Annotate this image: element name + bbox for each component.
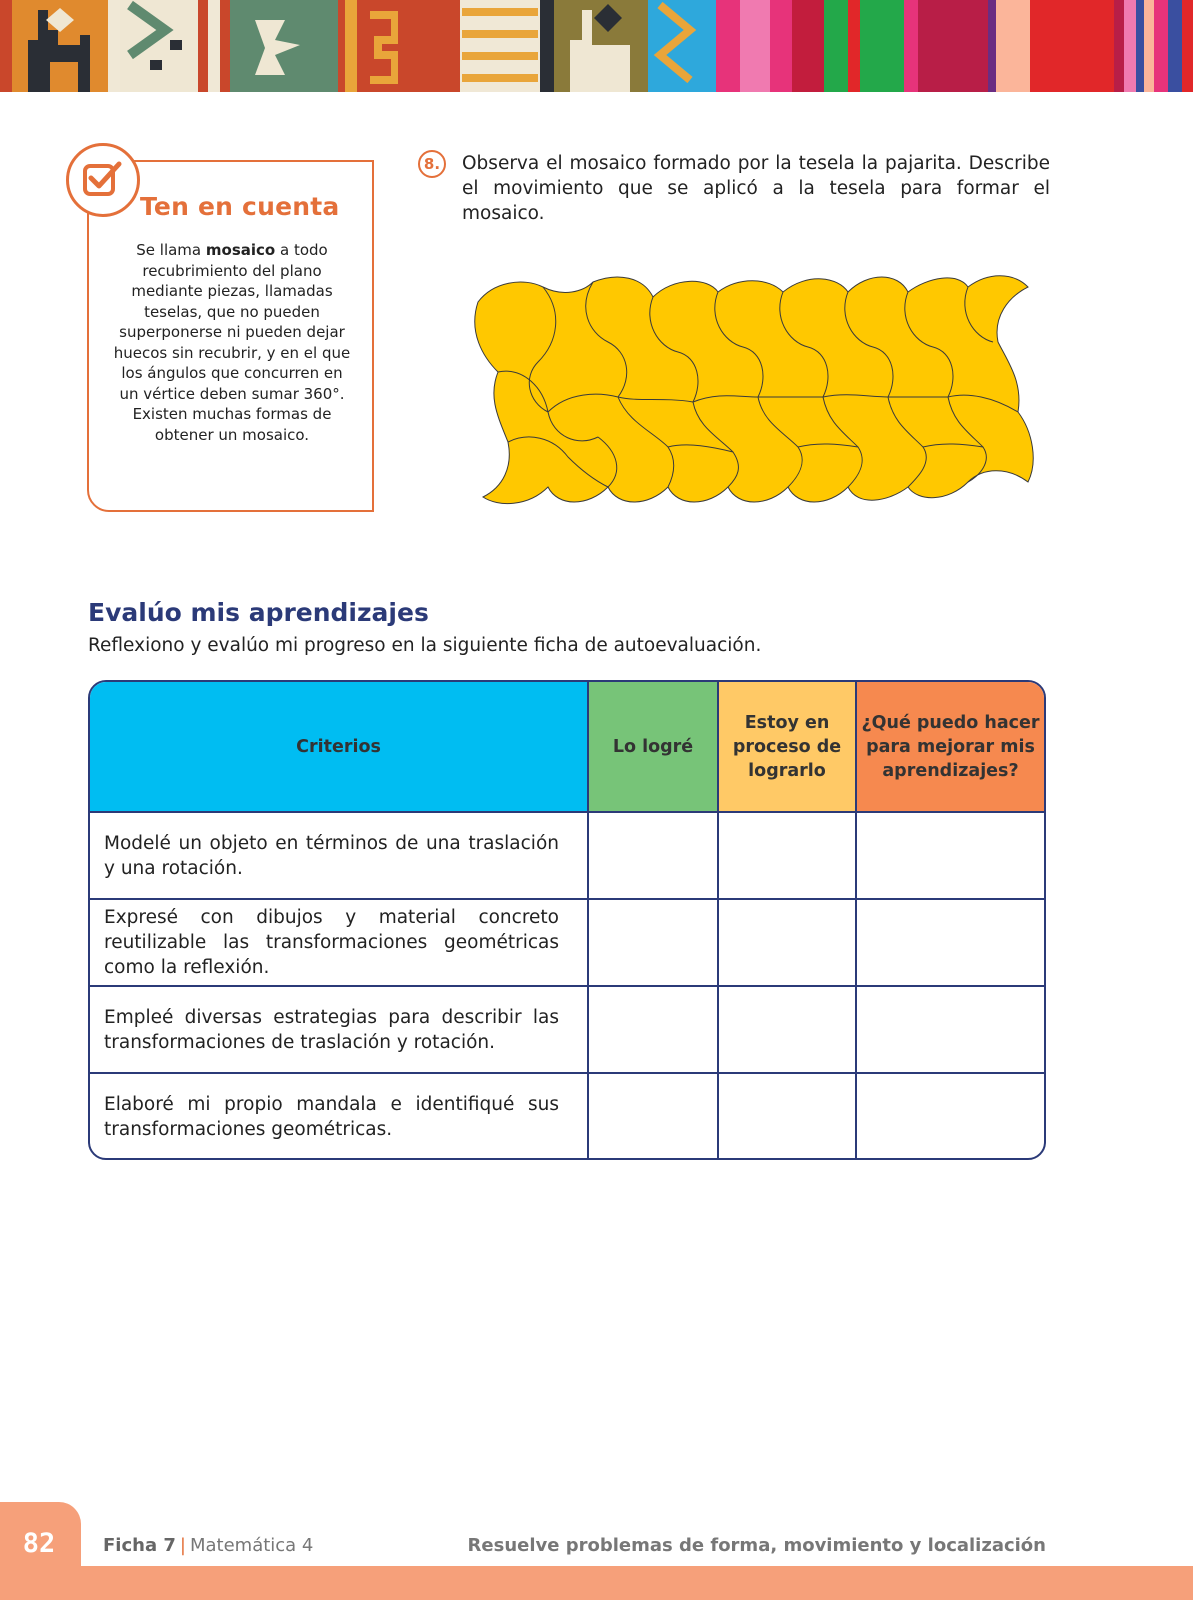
table-row [90,986,1044,1073]
answer-cell-mejorar[interactable] [856,899,1044,986]
footer-separator: | [179,1535,186,1556]
footer-subject: Matemática 4 [189,1535,314,1556]
answer-cell-mejorar[interactable] [856,812,1044,899]
question-number: 8. [418,150,446,178]
header-en-proceso: Estoy en proceso de lograrlo [718,682,856,812]
check-cell-logre[interactable] [588,899,718,986]
page-number: 82 [22,1528,56,1559]
evaluation-title: Evalúo mis aprendizajes [88,598,429,627]
check-cell-logre[interactable] [588,812,718,899]
header-criterios: Criterios [90,682,588,812]
footer-ficha [103,1535,313,1556]
table-header-row [90,682,1044,812]
criterion-text: Expresé con dibujos y material concreto reutilizable las transformaciones geométricas como la reflexión. [90,899,588,986]
header-banner [0,0,1193,92]
footer-ficha-label: Ficha 7 [103,1535,176,1556]
table-row [90,812,1044,899]
mosaic-illustration [468,272,1043,512]
check-cell-proceso[interactable] [718,812,856,899]
check-cell-proceso[interactable] [718,899,856,986]
evaluation-subtitle: Reflexiono y evalúo mi progreso en la siguiente ficha de autoevaluación. [88,635,762,656]
note-title: Ten en cuenta [140,192,340,221]
footer-section: Resuelve problemas de forma, movimiento y localización [467,1535,1046,1556]
check-cell-proceso[interactable] [718,986,856,1073]
answer-cell-mejorar[interactable] [856,986,1044,1073]
criterion-text: Modelé un objeto en términos de una traslación y una rotación. [90,812,588,899]
header-mejorar: ¿Qué puedo hacer para mejorar mis aprendizajes? [856,682,1044,812]
table-row [90,1073,1044,1160]
checkbox-icon [81,158,125,202]
check-cell-logre[interactable] [588,986,718,1073]
check-cell-logre[interactable] [588,1073,718,1160]
self-assessment-table [88,680,1046,1160]
criterion-text: Elaboré mi propio mandala e identifiqué sus transformaciones geométricas. [90,1073,588,1160]
check-cell-proceso[interactable] [718,1073,856,1160]
criterion-text: Empleé diversas estrategias para describir las transformaciones de traslación y rotación. [90,986,588,1073]
answer-cell-mejorar[interactable] [856,1073,1044,1160]
question-text: Observa el mosaico formado por la tesela la pajarita. Describe el movimiento que se aplicó a la tesela para formar el mosaico. [462,153,1050,224]
note-text: Se llama mosaico a todo recubrimiento del plano mediante piezas, llamadas teselas, que no pueden superponerse ni pueden dejar huecos sin recubrir, y en el que los ángulos que concurren en un vértice deben sumar 360°. Existen muchas formas de obtener un mosaico. [113,241,351,444]
header-lo-logre: Lo logré [588,682,718,812]
note-badge [66,143,140,217]
footer-band [0,1566,1193,1600]
table-row [90,899,1044,986]
